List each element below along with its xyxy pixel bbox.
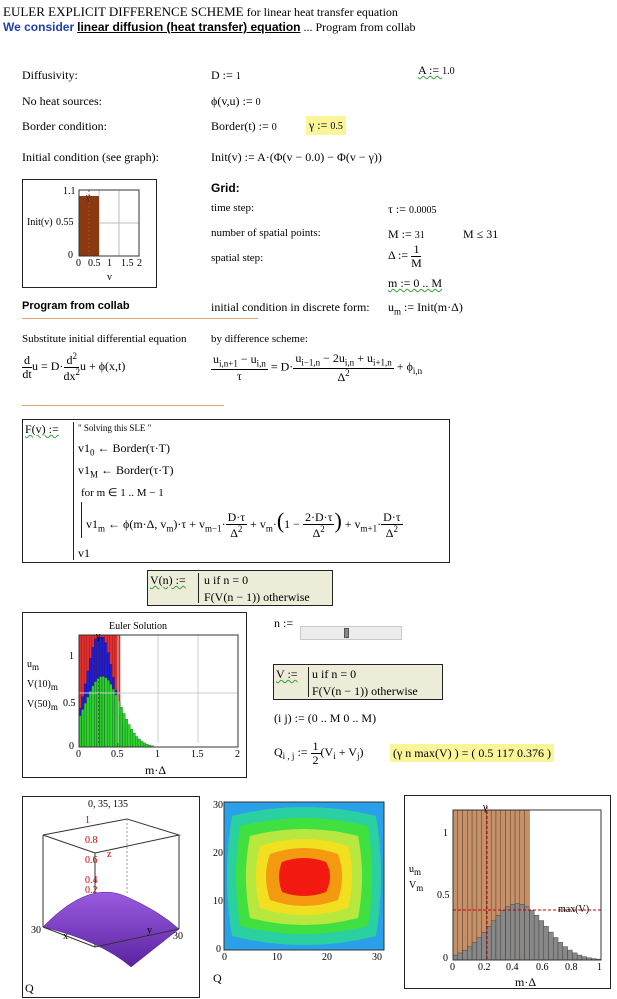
subtitle-link[interactable]: linear diffusion (heat transfer) equation (77, 20, 301, 34)
constraint-text: M ≤ 31 (463, 227, 499, 241)
bar-v50 (133, 733, 136, 747)
bar-v (491, 921, 496, 960)
tick-label: 0.4 (85, 875, 98, 886)
gamma-value: 0.5 (330, 121, 343, 132)
contour-level-6 (279, 858, 330, 896)
bar-v (577, 955, 582, 960)
title-main: EULER EXPLICIT DIFFERENCE SCHEME (3, 4, 244, 19)
diffusivity-expr[interactable] (211, 68, 241, 83)
pde-expr[interactable] (22, 352, 125, 382)
pde-dx-frac (63, 352, 80, 382)
discrete-sub: m (394, 306, 402, 317)
tick-label: 2 (235, 749, 240, 760)
frac-num: $u_{i,n+1} - u_{i,n}$ (213, 352, 266, 369)
bar-u (467, 810, 472, 960)
tick-label: 0 (216, 944, 221, 955)
contour-plot[interactable] (210, 796, 390, 998)
y-label-v10: $V(10)_m$ (27, 679, 58, 692)
bar-v50 (97, 679, 100, 747)
tick-label: 30 (173, 931, 183, 942)
border-label: Border condition: (22, 119, 107, 133)
gamma-lhs: γ := (309, 118, 331, 132)
program-heading: Program from collab (22, 300, 130, 312)
substitute-label: Substitute initial differential equation (22, 333, 187, 345)
sources-value: 0 (255, 97, 261, 108)
tick-label: 1.5 (121, 258, 134, 269)
ylabel-text: V(10) (27, 679, 51, 690)
gamma-marker: γ (86, 192, 91, 203)
contour-plot-label: Q (213, 971, 222, 985)
tick-label: 20 (322, 952, 332, 963)
tick-label: 1 (85, 815, 90, 826)
code-rhs: ← Border(τ·T) (98, 463, 174, 477)
bar-v (563, 947, 568, 960)
gamma-marker: γ (96, 631, 101, 642)
points-label: number of spatial points: (211, 227, 321, 239)
y-axis-label: Init(v) (27, 217, 53, 228)
q-assign: := (294, 744, 311, 759)
y-label-v50: $V(50)_m$ (27, 699, 58, 712)
q-sub: i , j (282, 751, 295, 762)
spatial-expr[interactable] (388, 243, 422, 269)
ylabel-text: u (27, 659, 32, 670)
recursion-block[interactable] (147, 570, 333, 606)
tick-label: 1 (69, 651, 74, 662)
code-line (78, 441, 170, 457)
euler-plot[interactable] (22, 612, 247, 778)
code-line: for m ∈ 1 .. M − 1 (81, 487, 164, 499)
tick-label: 1 (107, 258, 112, 269)
tick-label: 1.5 (191, 749, 204, 760)
tick-label: 0.55 (56, 217, 74, 228)
bar-v (548, 932, 553, 960)
bar-v50 (110, 684, 113, 747)
bar-v (520, 904, 525, 960)
bar-v50 (128, 725, 131, 747)
tick-label: 0 (76, 749, 81, 760)
bar-v50 (105, 678, 108, 747)
surface-plot-svg (23, 797, 199, 997)
init-expr[interactable]: Init(v) := A·(Φ(v − 0.0) − Φ(v − γ)) (211, 150, 382, 164)
bar-v (467, 947, 472, 960)
frac-den: $\Delta^2$ (337, 367, 350, 384)
q-frac (311, 740, 321, 766)
q-part: (V (320, 744, 334, 759)
slider-thumb[interactable] (344, 628, 349, 638)
frac-num: d (24, 353, 30, 367)
slider-label: n := (274, 616, 294, 630)
frac-den: $dx^2$ (63, 366, 80, 383)
tick-label: 0.4 (506, 962, 519, 973)
bar-v50 (87, 697, 90, 747)
code-line (78, 463, 173, 479)
discrete-rhs: := Init(m·Δ) (401, 300, 463, 314)
x-axis-label: v (107, 272, 112, 283)
program-block[interactable] (22, 419, 450, 563)
code-part: + v (341, 517, 361, 531)
bar-v50 (94, 682, 97, 747)
loop-bar (81, 502, 82, 538)
tick-label: 0.6 (85, 855, 98, 866)
surface-plot[interactable] (22, 796, 200, 998)
result-lhs: (γ n max(V) ) = (393, 746, 472, 760)
bar-v50 (125, 719, 128, 747)
code-var: v1 (78, 441, 90, 455)
bar-v (458, 953, 463, 960)
code-sub: 0 (90, 447, 95, 458)
code-part: · (272, 517, 277, 531)
code-var: v1 (86, 517, 98, 531)
time-step-label: time step: (211, 202, 255, 214)
tick-label: 1 (443, 828, 448, 839)
bar-v (529, 910, 534, 960)
tick-label: 0.5 (88, 258, 101, 269)
recursion-block-2[interactable] (273, 664, 443, 700)
tick-label: 30 (213, 800, 223, 811)
result-rhs: ( 0.5 117 0.376 ) (471, 746, 551, 760)
bar-u (453, 810, 458, 960)
subtitle-lead: We consider (3, 20, 75, 34)
tick-label: 0 (450, 962, 455, 973)
n-slider[interactable] (300, 626, 402, 640)
code-part: ← ϕ(m·Δ, v (105, 517, 167, 531)
x-axis-label: m·Δ (145, 763, 167, 777)
time-step-expr[interactable] (388, 202, 436, 217)
section-divider (22, 405, 224, 406)
discrete-u: u (388, 300, 394, 314)
y-label-v: $V_m$ (409, 880, 424, 893)
frac-den: dt (22, 366, 32, 381)
frac-den: τ (237, 368, 242, 383)
recursion-bar (308, 667, 309, 697)
grid-heading: Grid: (211, 181, 240, 195)
bar-v (496, 915, 501, 960)
tick-label: 0 (76, 258, 81, 269)
tick-label: 0.2 (478, 962, 491, 973)
frac-num: 1 (413, 242, 420, 256)
code-part: · (221, 517, 226, 531)
recursion-bar (198, 573, 199, 603)
max-plot-svg (405, 796, 610, 988)
contour-plot-svg (210, 796, 390, 966)
tick-label: 10 (213, 896, 223, 907)
tick-label: 0.8 (85, 835, 98, 846)
result-expr[interactable] (390, 744, 554, 762)
y-label-u: $u_m$ (27, 659, 40, 672)
pde-mid: u = D· (32, 358, 64, 373)
bar-v50 (123, 713, 126, 747)
code-frac: $\frac{D\cdot\tau}{\Delta^2}$ (383, 510, 401, 540)
diffusivity-value: 1 (235, 71, 241, 82)
pde-tail: u + ϕ(x,t) (79, 358, 126, 373)
bar-v50 (82, 710, 85, 747)
program-comment: " Solving this SLE " (78, 423, 152, 433)
q-expr[interactable]: $Q_{i , j}$ := $\frac{1}{2}$ $(V_i + V_j)$ (274, 739, 364, 767)
bar-v (539, 921, 544, 960)
frac-num: $d^2$ (66, 351, 77, 367)
discrete-expr[interactable] (388, 300, 463, 316)
time-step-lhs: τ := (388, 202, 409, 216)
frac-num-d: d (66, 353, 73, 367)
bar-v (515, 904, 520, 960)
frac-den: 2 (312, 752, 319, 767)
ylabel-text: V (409, 880, 417, 891)
tick-label: 10 (272, 952, 282, 963)
frac-den: M (411, 255, 422, 270)
border-value: 0 (271, 122, 277, 133)
points-value: 31 (414, 230, 425, 241)
tick-label: 1 (155, 749, 160, 760)
fd-tail: + ϕ (393, 359, 413, 374)
euler-plot-svg (23, 613, 246, 777)
sources-expr[interactable] (211, 94, 261, 109)
bar-v (572, 953, 577, 960)
spatial-lhs: Δ := (388, 247, 412, 262)
bar-v (472, 943, 477, 960)
x-axis-label: m·Δ (515, 975, 537, 989)
matrix-range-expr[interactable]: (i j) := (0 .. M 0 .. M) (274, 711, 377, 725)
tick-label: 0.2 (85, 885, 98, 896)
tick-label: 0 (69, 741, 74, 752)
points-lhs: M := (388, 227, 415, 241)
tick-label: 1.1 (63, 186, 76, 197)
subtitle (3, 20, 415, 35)
q-lhs: Q (274, 744, 283, 759)
recursion-case: F(V(n − 1)) otherwise (204, 590, 310, 604)
bar-v50 (100, 677, 103, 747)
spatial-frac (411, 243, 422, 269)
bar-v50 (112, 689, 115, 747)
discrete-label: initial condition in discrete form: (211, 300, 370, 314)
z-axis-label: z (107, 849, 112, 860)
bar-v (534, 915, 539, 960)
bar-v50 (107, 680, 110, 747)
code-sub: m (98, 523, 106, 534)
diffusivity-lhs: D := (211, 68, 236, 82)
bar-v50 (102, 677, 105, 747)
recursion-lhs (276, 667, 298, 682)
pde-dt-frac (22, 354, 32, 380)
frac-num: 1 (312, 739, 319, 753)
tick-label: 0 (443, 953, 448, 964)
bar-v50 (92, 686, 95, 747)
bar-v50 (84, 703, 87, 747)
init-label: Initial condition (see graph): (22, 150, 159, 164)
recursion-case: u if n = 0 (312, 667, 357, 681)
points-constraint (463, 227, 498, 242)
bar-v (477, 938, 482, 960)
bar-v50 (115, 695, 118, 747)
bar-v (453, 955, 458, 960)
amplitude-lhs: A := (418, 63, 443, 77)
code-part: + v (247, 517, 266, 531)
code-var: v1 (78, 463, 90, 477)
ylabel-text: V(50) (27, 699, 51, 710)
code-line: v1 (78, 546, 90, 560)
bar-v50 (89, 691, 92, 747)
sources-label: No heat sources: (22, 94, 102, 108)
recursion-case: u if n = 0 (204, 573, 249, 587)
bar-v (525, 907, 530, 960)
tick-label: 2 (137, 258, 142, 269)
tick-label: 20 (213, 848, 223, 859)
diffusivity-label: Diffusivity: (22, 68, 78, 82)
bar-v (506, 907, 511, 960)
tick-label: 0.5 (111, 749, 124, 760)
program-func (25, 422, 59, 437)
max-label: max(V) (558, 904, 590, 915)
surface-plot-label: Q (25, 981, 34, 995)
tick-label: 30 (31, 925, 41, 936)
recursion-name: V := (276, 667, 298, 681)
tick-label: 0.8 (565, 962, 578, 973)
bar-v50 (120, 707, 123, 747)
bar-v (582, 957, 587, 960)
recursion-name: V(n) := (150, 573, 186, 587)
bar-v50 (135, 737, 138, 747)
bar-v (510, 904, 515, 960)
bar-v (568, 950, 573, 960)
bar-v (482, 932, 487, 960)
bar-u (472, 810, 477, 960)
border-expr[interactable] (211, 119, 277, 134)
tick-label: 0.5 (437, 890, 450, 901)
box-edge (43, 819, 179, 853)
code-frac: $\frac{2\cdot D\cdot\tau}{\Delta^2}$ (304, 510, 333, 540)
code-rhs: ← Border(τ·T) (94, 441, 170, 455)
bar-v (501, 911, 506, 960)
section-divider (22, 318, 258, 319)
code-sub: M (90, 469, 99, 480)
max-bars (453, 810, 601, 960)
surface-mesh (43, 892, 179, 967)
border-lhs: Border(t) := (211, 119, 272, 133)
euler-plot-title: Euler Solution (108, 621, 168, 632)
tick-label: 0.6 (536, 962, 549, 973)
time-step-value: 0.0005 (408, 205, 437, 216)
bar-u (463, 810, 468, 960)
max-plot[interactable] (404, 795, 611, 989)
spatial-label: spatial step: (211, 252, 264, 264)
amplitude-value: 1.0 (442, 66, 455, 77)
range-expr[interactable]: m := 0 .. M (388, 276, 443, 290)
points-expr[interactable] (388, 227, 425, 242)
surface-plot-title: 0, 35, 135 (88, 799, 128, 810)
amplitude-expr[interactable] (418, 63, 455, 78)
ylabel-text: u (409, 864, 414, 875)
fd-rhs-frac (293, 352, 393, 383)
tick-label: 0 (68, 250, 73, 261)
q-part: + V (335, 744, 357, 759)
recursion-lhs (150, 573, 186, 588)
bar-v (558, 942, 563, 960)
bar-v (544, 926, 549, 960)
q-part: ) (359, 744, 364, 759)
tick-label: 1 (597, 962, 602, 973)
tick-label: 0.5 (63, 698, 76, 709)
x-axis-label: x (63, 931, 68, 942)
bar-v50 (130, 729, 133, 747)
sources-lhs: ϕ(v,u) := (211, 94, 256, 108)
bar-v (553, 937, 558, 960)
frac-den-dx: dx (63, 368, 76, 383)
tick-label: 0 (222, 952, 227, 963)
y-label-u: $u_m$ (409, 864, 422, 877)
code-line: $v1_m$ ← ϕ(m·Δ, $v_m)\cdot\tau + v_{m-1}\cdot$ $\frac{D\cdot\tau}{\Delta^2}$ + $v_m\cdot(1$ − $\frac{2\cdot D\cdot\tau}{\Delta^2}$ ) + $v_{m+1}\cdot$ $\frac{D\cdot\tau}{\Delta^2}$ (86, 508, 401, 540)
bar-v (463, 950, 468, 960)
fd-expr[interactable]: $\frac{u_{i,n+1} - u_{i,n}}{\tau}$ = D· $\frac{u_{i-1,n} - 2u_{i,n} + u_{i+1,n}}{\Delta^2}$ + $\phi_{i,n}$ (213, 351, 423, 384)
fd-eq: = D· (267, 359, 294, 374)
recursion-case: F(V(n − 1)) otherwise (312, 684, 418, 698)
subtitle-tail: ... Program from collab (300, 20, 416, 34)
bar-v50 (143, 743, 146, 747)
bar-v50 (141, 741, 144, 747)
init-plot[interactable] (22, 179, 157, 288)
frac-num: $u_{i-1,n} - 2u_{i,n} + u_{i+1,n}$ (295, 351, 392, 368)
scheme-label: by difference scheme: (211, 333, 308, 345)
tick-label: 30 (372, 952, 382, 963)
gamma-expr[interactable] (306, 116, 346, 135)
page-title (3, 4, 398, 20)
code-frac: $\frac{D\cdot\tau}{\Delta^2}$ (227, 510, 246, 540)
y-axis-label: y (147, 925, 152, 936)
program-bar (73, 422, 74, 560)
gamma-marker: γ (483, 802, 488, 813)
code-part: · (377, 517, 382, 531)
title-tail: for linear heat transfer equation (243, 5, 398, 19)
code-part: )·τ + v (173, 517, 205, 531)
fd-lhs-frac (211, 353, 268, 382)
bar-v50 (138, 739, 141, 747)
euler-bars (79, 635, 153, 747)
bar-u (458, 810, 463, 960)
func-name: F(v) := (25, 422, 59, 436)
